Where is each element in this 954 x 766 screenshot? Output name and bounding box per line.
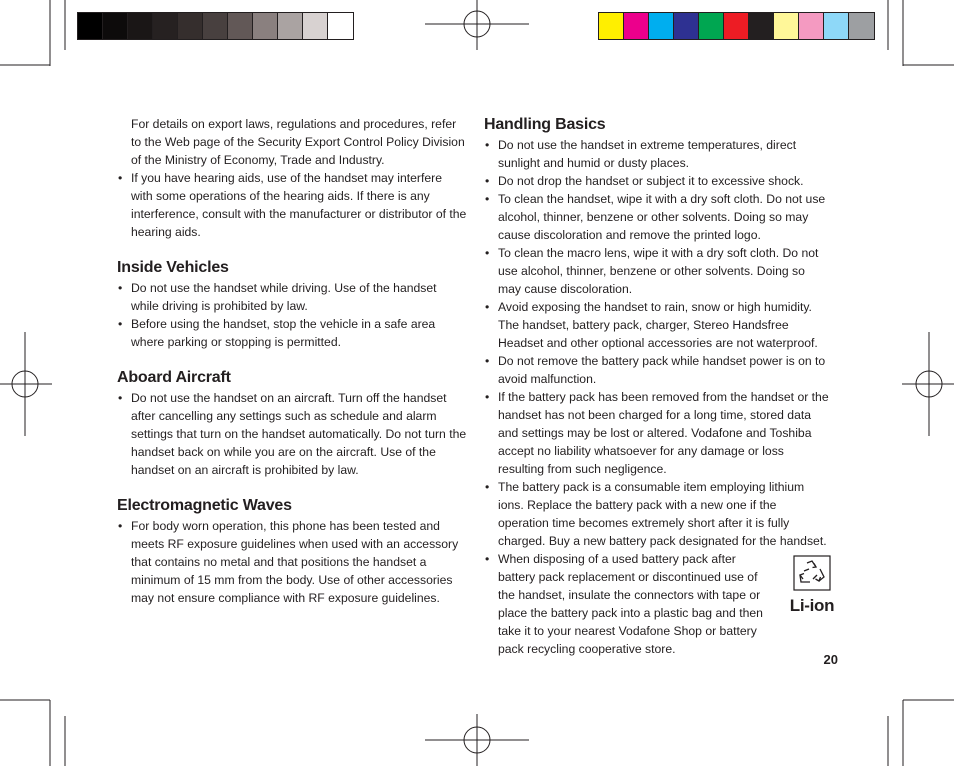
color-swatch [749,13,774,39]
registration-mark-bottom [425,714,529,766]
page-number: 20 [823,652,838,667]
color-swatch [724,13,749,39]
gray-swatch [128,13,153,39]
gray-swatch [228,13,253,39]
list-item: • Avoid exposing the handset to rain, snow or high humidity. The handset, battery pack, charger, Stereo Handsfree Headset and other optional accessories are not waterproof. [484,298,829,352]
registration-mark-left [0,332,52,436]
electromagnetic-waves-list [117,517,467,607]
list-item: • To clean the macro lens, wipe it with a dry soft cloth. Do not use alcohol, thinner, benzene or other solvents. Doing so may cause discoloration. [484,244,829,298]
section-electromagnetic-waves [117,496,467,607]
gray-swatch [103,13,128,39]
list-item: • If the battery pack has been removed from the handset or the handset has not been charged for a long time, stored data and settings may be lost or altered. Vodafone and Toshiba accept no liability whatsoever for any damage or loss resulting from such negligence. [484,388,829,478]
list-item: • Do not use the handset on an aircraft. Turn off the handset after cancelling any settings such as schedule and alarm settings that turn on the handset automatically. Do not turn the handset back on while you are on the aircraft. Use of the handset on an aircraft is prohibited by law. [117,389,467,479]
li-ion-label: Li-ion [789,596,835,615]
left-sections [117,258,467,607]
color-swatch [774,13,799,39]
crop-mark-top-left [0,0,70,70]
color-swatch [849,13,874,39]
hearing-aids-list [117,169,467,241]
handling-basics-list [484,136,829,550]
process-color-bar [598,12,875,40]
li-ion-recycle-mark [784,555,840,615]
crop-mark-top-right [884,0,954,70]
section-aboard-aircraft [117,368,467,479]
gray-swatch [78,13,103,39]
list-item: • Do not use the handset while driving. Use of the handset while driving is prohibited by law. [117,279,467,315]
gray-swatch [203,13,228,39]
registration-mark-right [902,332,954,436]
list-item: • If you have hearing aids, use of the handset may interfere with some operations of the hearing aids. If there is any interference, consult with the manufacturer or distributor of the hearing aids. [117,169,467,241]
color-swatch [599,13,624,39]
color-swatch [674,13,699,39]
list-item: • To clean the handset, wipe it with a dry soft cloth. Do not use alcohol, thinner, benzene or other solvents. Doing so may cause discoloration and remove the printed logo. [484,190,829,244]
gray-swatch [278,13,303,39]
section-inside-vehicles [117,258,467,351]
section-title-inside-vehicles: Inside Vehicles [117,259,229,276]
left-column [117,115,467,607]
registration-mark-top [425,0,529,52]
grayscale-color-bar [77,12,354,40]
inside-vehicles-list [117,279,467,351]
gray-swatch [178,13,203,39]
list-item: • Do not use the handset in extreme temperatures, direct sunlight and humid or dusty places. [484,136,829,172]
aboard-aircraft-list [117,389,467,479]
section-title-electromagnetic-waves: Electromagnetic Waves [117,497,292,514]
color-swatch [824,13,849,39]
color-swatch [699,13,724,39]
section-title-handling-basics: Handling Basics [484,116,606,133]
export-laws-paragraph: For details on export laws, regulations and procedures, refer to the Web page of the Security Export Control Policy Division of the Ministry of Economy, Trade and Industry. [131,117,465,167]
gray-swatch [303,13,328,39]
gray-swatch [328,13,353,39]
crop-mark-bottom-right [884,696,954,766]
list-item: • Do not drop the handset or subject it to excessive shock. [484,172,829,190]
list-item: • For body worn operation, this phone has been tested and meets RF exposure guidelines when used with an accessory that contains no metal and that positions the handset a minimum of 15 mm from the body. Use of other accessories may not ensure compliance with RF exposure guidelines. [117,517,467,607]
gray-swatch [153,13,178,39]
section-title-aboard-aircraft: Aboard Aircraft [117,369,231,386]
list-item: • Do not remove the battery pack while handset power is on to avoid malfunction. [484,352,829,388]
color-swatch [799,13,824,39]
crop-mark-bottom-left [0,696,70,766]
color-swatch [624,13,649,39]
list-item-disposal: • When disposing of a used battery pack after battery pack replacement or discontinued use of the handset, insulate the connectors with tape or place the battery pack into a plastic bag and then take it to your nearest Vodafone Shop or battery pack recycling cooperative store. [484,550,829,658]
section-handling-basics [484,115,829,658]
color-swatch [649,13,674,39]
right-column [484,115,829,658]
list-item: • Before using the handset, stop the vehicle in a safe area where parking or stopping is permitted. [117,315,467,351]
recycle-icon [793,555,831,591]
gray-swatch [253,13,278,39]
disposal-list [484,550,829,658]
list-item: • The battery pack is a consumable item employing lithium ions. Replace the battery pack with a new one if the operation time becomes extremely short after it is fully charged. Buy a new battery pack designated for the handset. [484,478,829,550]
